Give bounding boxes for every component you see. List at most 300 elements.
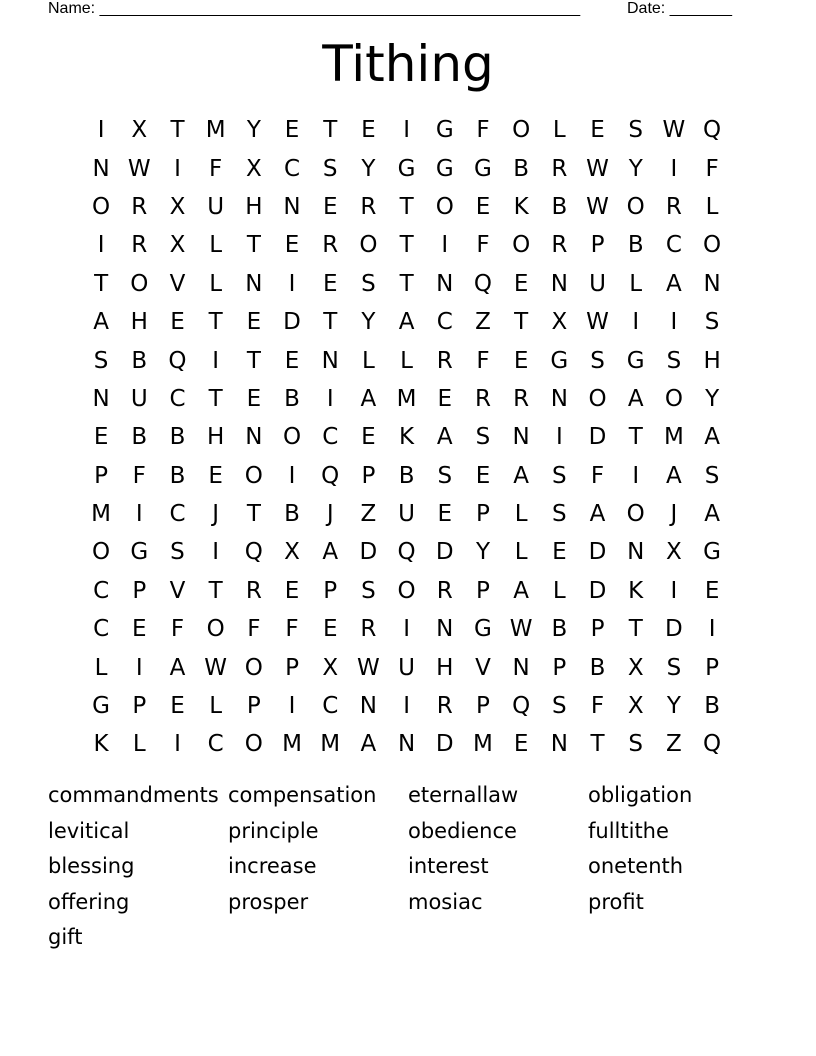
grid-row bbox=[82, 418, 731, 456]
grid-letter: O bbox=[244, 462, 263, 489]
grid-row bbox=[82, 495, 731, 533]
word-list-item: blessing bbox=[48, 854, 135, 879]
grid-letter: O bbox=[512, 232, 531, 259]
grid-letter: N bbox=[283, 193, 301, 220]
word-list-item: interest bbox=[408, 854, 489, 879]
grid-letter: I bbox=[174, 731, 181, 758]
grid-letter: S bbox=[628, 117, 644, 144]
grid-letter: F bbox=[590, 693, 605, 720]
grid-letter: T bbox=[399, 270, 414, 297]
grid-letter: N bbox=[92, 155, 110, 182]
grid-letter: R bbox=[436, 577, 453, 604]
grid-letter: N bbox=[703, 270, 721, 297]
grid-letter: X bbox=[322, 654, 339, 681]
word-search-grid bbox=[82, 111, 731, 764]
grid-letter: F bbox=[285, 616, 299, 643]
grid-letter: D bbox=[359, 539, 378, 566]
grid-letter: N bbox=[92, 385, 110, 412]
grid-letter: B bbox=[398, 462, 415, 489]
grid-letter: E bbox=[437, 501, 453, 528]
grid-letter: A bbox=[513, 577, 530, 604]
grid-letter: H bbox=[436, 654, 454, 681]
grid-letter: W bbox=[127, 155, 151, 182]
grid-letter: C bbox=[322, 424, 339, 451]
grid-letter: F bbox=[590, 462, 605, 489]
grid-letter: N bbox=[512, 424, 530, 451]
grid-letter: S bbox=[704, 309, 720, 336]
grid-letter: I bbox=[97, 117, 105, 144]
grid-letter: E bbox=[93, 424, 109, 451]
grid-row bbox=[82, 341, 731, 379]
grid-letter: A bbox=[360, 731, 377, 758]
grid-row bbox=[82, 303, 731, 341]
grid-letter: I bbox=[670, 155, 678, 182]
grid-letter: T bbox=[246, 501, 261, 528]
grid-letter: R bbox=[665, 193, 682, 220]
grid-letter: E bbox=[437, 385, 453, 412]
grid-letter: X bbox=[245, 155, 262, 182]
grid-letter: E bbox=[208, 462, 223, 489]
grid-letter: O bbox=[206, 616, 225, 643]
grid-letter: U bbox=[589, 270, 606, 297]
grid-letter: S bbox=[666, 654, 682, 681]
grid-letter: R bbox=[322, 232, 339, 259]
grid-letter: W bbox=[586, 193, 609, 220]
grid-letter: E bbox=[361, 117, 376, 144]
grid-letter: F bbox=[476, 347, 490, 374]
grid-letter: R bbox=[474, 385, 491, 412]
grid-letter: A bbox=[513, 462, 530, 489]
grid-letter: I bbox=[212, 539, 220, 566]
grid-letter: I bbox=[632, 462, 640, 489]
grid-letter: W bbox=[204, 654, 228, 681]
grid-letter: O bbox=[92, 539, 111, 566]
word-list-item: prosper bbox=[228, 889, 309, 914]
word-list-item: onetenth bbox=[588, 854, 684, 879]
grid-letter: S bbox=[475, 424, 491, 451]
grid-letter: M bbox=[282, 731, 302, 758]
grid-letter: E bbox=[322, 616, 338, 643]
grid-letter: F bbox=[476, 117, 490, 144]
grid-letter: B bbox=[589, 654, 606, 681]
grid-letter: S bbox=[437, 462, 453, 489]
grid-letter: L bbox=[400, 347, 413, 374]
grid-letter: L bbox=[209, 270, 223, 297]
grid-letter: U bbox=[398, 654, 416, 681]
grid-letter: N bbox=[436, 270, 454, 297]
grid-letter: G bbox=[435, 155, 454, 182]
grid-letter: S bbox=[361, 577, 376, 604]
grid-letter: T bbox=[208, 309, 223, 336]
grid-letter: F bbox=[170, 616, 185, 643]
grid-letter: E bbox=[284, 347, 300, 374]
grid-letter: O bbox=[626, 501, 645, 528]
word-list-item: profit bbox=[588, 889, 644, 914]
grid-letter: S bbox=[552, 501, 567, 528]
grid-letter: E bbox=[246, 385, 262, 412]
word-list-item: mosiac bbox=[408, 889, 483, 914]
grid-letter: H bbox=[245, 193, 263, 220]
grid-letter: O bbox=[244, 731, 263, 758]
grid-letter: A bbox=[169, 654, 186, 681]
grid-letter: P bbox=[476, 577, 490, 604]
grid-letter: M bbox=[320, 731, 341, 758]
grid-letter: T bbox=[399, 193, 414, 220]
grid-letter: P bbox=[476, 693, 490, 720]
grid-letter: I bbox=[441, 232, 449, 259]
grid-letter: R bbox=[551, 232, 568, 259]
grid-letter: D bbox=[588, 577, 607, 604]
grid-letter: P bbox=[590, 616, 605, 643]
grid-letter: R bbox=[436, 347, 453, 374]
grid-letter: D bbox=[283, 309, 301, 336]
grid-letter: M bbox=[473, 731, 493, 758]
grid-letter: C bbox=[169, 385, 186, 412]
word-list-item: commandments bbox=[48, 783, 219, 807]
grid-letter: B bbox=[169, 424, 186, 451]
grid-letter: S bbox=[704, 462, 720, 489]
word-list-item: eternallaw bbox=[408, 783, 519, 807]
grid-letter: F bbox=[476, 232, 490, 259]
grid-letter: P bbox=[132, 693, 147, 720]
grid-letter: E bbox=[513, 731, 529, 758]
grid-letter: V bbox=[169, 577, 186, 604]
grid-letter: Z bbox=[475, 309, 491, 336]
grid-letter: Y bbox=[628, 155, 643, 182]
grid-letter: P bbox=[552, 654, 567, 681]
grid-letter: N bbox=[321, 347, 339, 374]
grid-letter: V bbox=[169, 270, 186, 297]
grid-letter: B bbox=[284, 385, 300, 412]
grid-letter: K bbox=[93, 731, 109, 758]
grid-letter: F bbox=[209, 155, 223, 182]
grid-letter: N bbox=[397, 731, 416, 758]
grid-letter: U bbox=[130, 385, 148, 412]
grid-letter: E bbox=[475, 462, 491, 489]
word-list-item: compensation bbox=[228, 783, 377, 807]
grid-row bbox=[82, 457, 731, 495]
grid-letter: H bbox=[207, 424, 225, 451]
grid-letter: S bbox=[322, 155, 338, 182]
grid-letter: X bbox=[169, 193, 186, 220]
grid-letter: Q bbox=[512, 693, 531, 720]
grid-letter: R bbox=[360, 616, 377, 643]
grid-letter: E bbox=[590, 117, 605, 144]
grid-letter: L bbox=[552, 117, 566, 144]
grid-letter: A bbox=[436, 424, 453, 451]
grid-letter: F bbox=[247, 616, 261, 643]
grid-letter: K bbox=[628, 577, 644, 604]
grid-letter: G bbox=[397, 155, 416, 182]
grid-row bbox=[82, 111, 731, 149]
grid-letter: B bbox=[131, 347, 148, 374]
grid-letter: R bbox=[513, 385, 530, 412]
grid-letter: F bbox=[705, 155, 719, 182]
grid-letter: E bbox=[246, 309, 262, 336]
word-list-item: increase bbox=[228, 854, 317, 879]
grid-letter: P bbox=[94, 462, 109, 489]
grid-letter: I bbox=[403, 117, 410, 144]
grid-letter: O bbox=[664, 385, 683, 412]
grid-letter: Q bbox=[168, 347, 187, 374]
grid-letter: B bbox=[284, 501, 300, 528]
grid-letter: C bbox=[169, 501, 186, 528]
grid-letter: J bbox=[212, 501, 220, 528]
grid-letter: E bbox=[704, 577, 720, 604]
grid-letter: O bbox=[626, 193, 645, 220]
grid-letter: T bbox=[628, 424, 643, 451]
grid-letter: A bbox=[704, 501, 720, 528]
grid-letter: C bbox=[284, 155, 301, 182]
grid-letter: G bbox=[550, 347, 569, 374]
grid-letter: I bbox=[670, 577, 678, 604]
grid-letter: O bbox=[435, 193, 454, 220]
grid-letter: O bbox=[130, 270, 149, 297]
grid-letter: I bbox=[288, 270, 296, 297]
grid-letter: A bbox=[360, 385, 377, 412]
grid-letter: A bbox=[93, 309, 109, 336]
grid-letter: Q bbox=[397, 539, 416, 566]
grid-letter: R bbox=[551, 155, 568, 182]
grid-letter: Z bbox=[360, 501, 377, 528]
grid-letter: K bbox=[513, 193, 529, 220]
grid-letter: S bbox=[590, 347, 605, 374]
grid-row bbox=[82, 380, 731, 418]
grid-row bbox=[82, 533, 731, 571]
grid-letter: T bbox=[514, 309, 529, 336]
grid-letter: Y bbox=[666, 693, 681, 720]
grid-letter: E bbox=[284, 117, 300, 144]
grid-letter: W bbox=[586, 155, 609, 182]
grid-letter: I bbox=[288, 693, 296, 720]
grid-letter: W bbox=[357, 654, 380, 681]
grid-letter: V bbox=[475, 654, 491, 681]
grid-letter: W bbox=[586, 309, 609, 336]
grid-letter: R bbox=[245, 577, 262, 604]
grid-letter: G bbox=[703, 539, 721, 566]
grid-row bbox=[82, 687, 731, 725]
grid-letter: P bbox=[705, 654, 720, 681]
grid-letter: N bbox=[627, 539, 645, 566]
grid-letter: M bbox=[396, 385, 417, 412]
grid-letter: C bbox=[93, 616, 110, 643]
grid-letter: L bbox=[209, 693, 223, 720]
word-list-item: principle bbox=[228, 818, 319, 843]
grid-letter: Z bbox=[666, 731, 682, 758]
grid-letter: I bbox=[97, 232, 105, 259]
date-field-label: Date: _______ bbox=[627, 0, 732, 17]
word-list-item: obedience bbox=[408, 818, 517, 843]
grid-letter: I bbox=[326, 385, 334, 412]
grid-letter: E bbox=[132, 616, 147, 643]
grid-letter: S bbox=[93, 347, 109, 374]
grid-letter: P bbox=[285, 654, 299, 681]
grid-letter: B bbox=[513, 155, 530, 182]
grid-letter: I bbox=[403, 693, 410, 720]
grid-letter: S bbox=[628, 731, 644, 758]
grid-letter: J bbox=[670, 501, 678, 528]
grid-letter: O bbox=[244, 654, 263, 681]
grid-letter: B bbox=[551, 193, 568, 220]
grid-letter: N bbox=[512, 654, 530, 681]
grid-letter: D bbox=[435, 731, 454, 758]
grid-letter: U bbox=[398, 501, 416, 528]
grid-letter: Y bbox=[361, 309, 376, 336]
grid-letter: X bbox=[627, 654, 644, 681]
grid-letter: I bbox=[135, 501, 143, 528]
grid-letter: L bbox=[514, 501, 528, 528]
grid-letter: A bbox=[589, 501, 606, 528]
word-list bbox=[48, 778, 768, 956]
grid-letter: E bbox=[170, 693, 185, 720]
grid-letter: F bbox=[132, 462, 146, 489]
grid-letter: A bbox=[322, 539, 339, 566]
grid-letter: Y bbox=[475, 539, 490, 566]
grid-letter: Y bbox=[361, 155, 376, 182]
grid-letter: C bbox=[207, 731, 224, 758]
grid-letter: N bbox=[550, 385, 568, 412]
grid-letter: E bbox=[475, 193, 491, 220]
grid-letter: T bbox=[399, 232, 414, 259]
grid-letter: O bbox=[703, 232, 722, 259]
grid-letter: E bbox=[552, 539, 567, 566]
grid-letter: H bbox=[130, 309, 148, 336]
grid-letter: K bbox=[399, 424, 415, 451]
grid-letter: Q bbox=[473, 270, 493, 297]
grid-letter: O bbox=[588, 385, 607, 412]
grid-letter: B bbox=[131, 424, 148, 451]
grid-letter: L bbox=[132, 731, 146, 758]
grid-letter: E bbox=[513, 347, 529, 374]
grid-letter: T bbox=[246, 347, 261, 374]
grid-letter: G bbox=[474, 616, 492, 643]
grid-letter: G bbox=[92, 693, 110, 720]
grid-letter: T bbox=[323, 309, 338, 336]
grid-row bbox=[82, 188, 731, 226]
grid-letter: Q bbox=[321, 462, 340, 489]
grid-row bbox=[82, 226, 731, 264]
word-list-item: gift bbox=[48, 925, 83, 950]
grid-letter: D bbox=[665, 616, 683, 643]
grid-letter: O bbox=[512, 117, 531, 144]
grid-letter: B bbox=[169, 462, 186, 489]
grid-letter: X bbox=[551, 309, 568, 336]
grid-letter: G bbox=[435, 117, 454, 144]
grid-letter: U bbox=[207, 193, 225, 220]
grid-letter: B bbox=[551, 616, 568, 643]
grid-row bbox=[82, 572, 731, 610]
grid-letter: H bbox=[703, 347, 721, 374]
grid-letter: A bbox=[666, 462, 682, 489]
grid-letter: P bbox=[361, 462, 376, 489]
grid-letter: I bbox=[212, 347, 220, 374]
grid-letter: P bbox=[246, 693, 261, 720]
grid-letter: G bbox=[626, 347, 645, 374]
grid-letter: N bbox=[550, 731, 568, 758]
grid-letter: A bbox=[704, 424, 720, 451]
grid-letter: O bbox=[359, 232, 378, 259]
grid-letter: X bbox=[131, 117, 148, 144]
grid-letter: M bbox=[91, 501, 112, 528]
grid-letter: P bbox=[323, 577, 338, 604]
grid-letter: Q bbox=[244, 539, 263, 566]
grid-letter: T bbox=[208, 577, 223, 604]
grid-letter: E bbox=[322, 193, 338, 220]
grid-letter: Q bbox=[703, 731, 722, 758]
grid-letter: E bbox=[513, 270, 529, 297]
grid-letter: P bbox=[476, 501, 490, 528]
grid-letter: R bbox=[436, 693, 453, 720]
grid-letter: N bbox=[550, 270, 568, 297]
grid-letter: L bbox=[361, 347, 375, 374]
grid-letter: X bbox=[169, 232, 186, 259]
grid-row bbox=[82, 725, 731, 763]
grid-letter: N bbox=[359, 693, 378, 720]
grid-letter: E bbox=[361, 424, 376, 451]
grid-letter: C bbox=[436, 309, 453, 336]
word-list-item: fulltithe bbox=[588, 818, 669, 843]
grid-letter: J bbox=[326, 501, 334, 528]
grid-letter: X bbox=[627, 693, 644, 720]
grid-letter: D bbox=[435, 539, 454, 566]
grid-letter: N bbox=[245, 424, 263, 451]
grid-letter: C bbox=[665, 232, 682, 259]
grid-letter: D bbox=[588, 424, 607, 451]
grid-letter: I bbox=[288, 462, 296, 489]
grid-letter: A bbox=[666, 270, 682, 297]
grid-letter: I bbox=[135, 654, 143, 681]
grid-letter: A bbox=[627, 385, 644, 412]
grid-letter: R bbox=[360, 193, 377, 220]
grid-letter: I bbox=[403, 616, 410, 643]
grid-letter: N bbox=[436, 616, 454, 643]
word-list-item: levitical bbox=[48, 818, 130, 843]
grid-letter: Q bbox=[703, 117, 722, 144]
grid-row bbox=[82, 149, 731, 187]
grid-letter: E bbox=[284, 232, 300, 259]
grid-letter: L bbox=[209, 232, 223, 259]
grid-letter: Y bbox=[705, 385, 720, 412]
page-title: Tithing bbox=[322, 35, 494, 93]
grid-letter: B bbox=[704, 693, 720, 720]
grid-letter: C bbox=[322, 693, 339, 720]
grid-letter: S bbox=[170, 539, 185, 566]
grid-letter: E bbox=[322, 270, 338, 297]
grid-letter: T bbox=[246, 232, 261, 259]
grid-letter: C bbox=[93, 577, 110, 604]
grid-letter: M bbox=[205, 117, 226, 144]
grid-letter: I bbox=[670, 309, 678, 336]
grid-letter: L bbox=[94, 654, 108, 681]
grid-letter: S bbox=[361, 270, 376, 297]
grid-letter: S bbox=[552, 693, 567, 720]
grid-letter: L bbox=[514, 539, 528, 566]
word-list-item: offering bbox=[48, 889, 130, 914]
grid-letter: G bbox=[130, 539, 149, 566]
grid-letter: T bbox=[628, 616, 643, 643]
name-field-label: Name: ______________________________________________________ bbox=[48, 0, 581, 17]
grid-row bbox=[82, 610, 731, 648]
grid-letter: L bbox=[552, 577, 566, 604]
grid-letter: I bbox=[632, 309, 640, 336]
grid-letter: L bbox=[629, 270, 643, 297]
grid-letter: E bbox=[170, 309, 185, 336]
grid-letter: X bbox=[666, 539, 682, 566]
grid-letter: G bbox=[474, 155, 492, 182]
grid-letter: O bbox=[92, 193, 111, 220]
grid-letter: I bbox=[708, 616, 716, 643]
grid-letter: W bbox=[662, 117, 686, 144]
